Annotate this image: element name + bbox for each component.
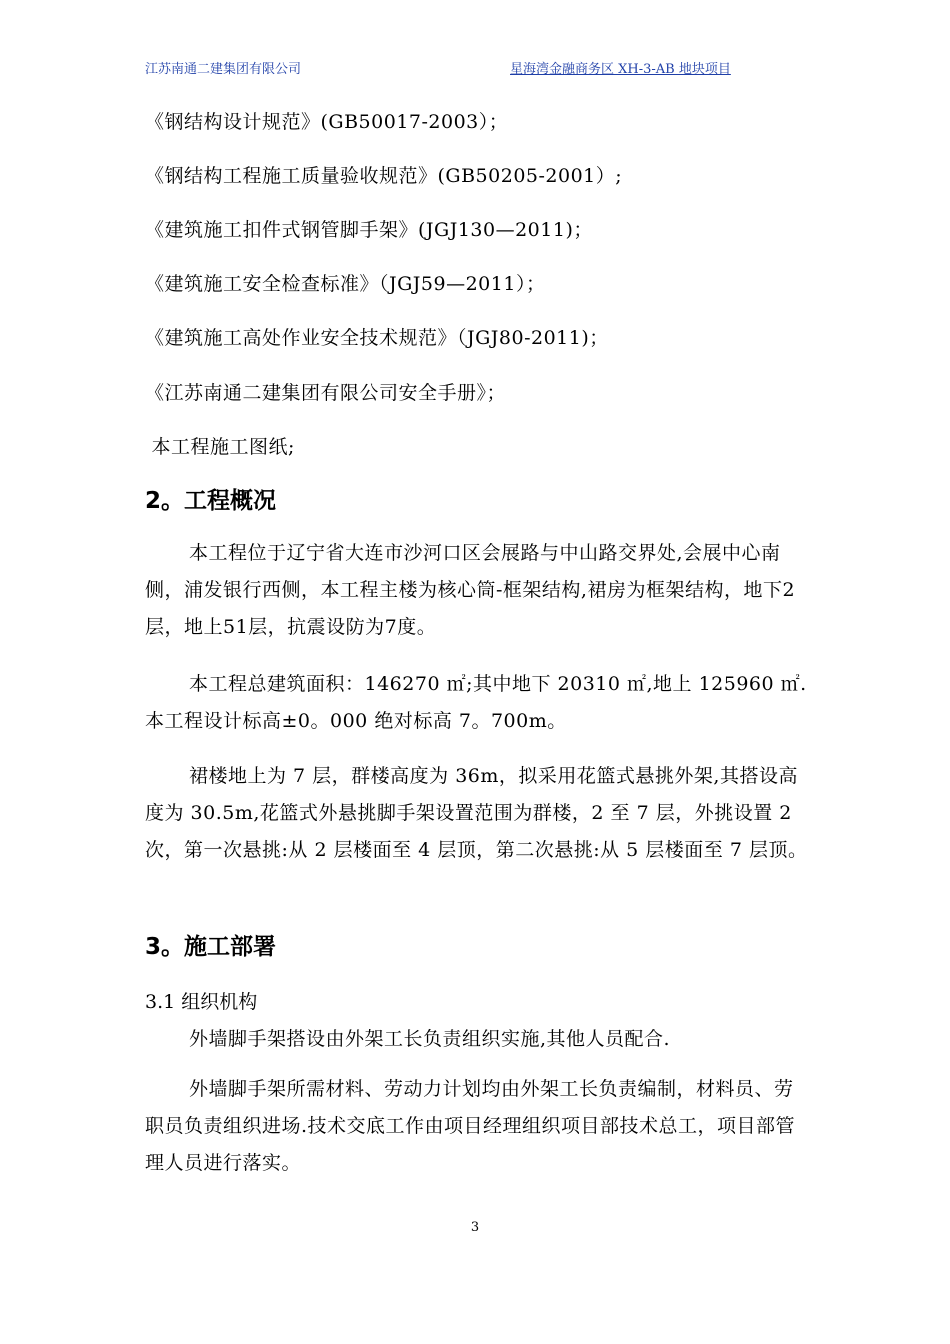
subsection-title: 3.1 组织机构 <box>145 991 258 1013</box>
page-number: 3 <box>470 1220 480 1235</box>
paragraph-text: 外墙脚手架搭设由外架工长负责组织实施,其他人员配合. <box>189 1028 671 1050</box>
section-3-title: 3。施工部署 <box>145 934 277 960</box>
paragraph-text: 本工程位于辽宁省大连市沙河口区会展路与中山路交界处,会展中心南侧，浦发银行西侧，本工程主楼为核心筒-框架结构,裙房为框架结构，地下2层，地上51层，抗震设防为7度。 <box>145 542 796 638</box>
section-2-paragraph-2 <box>145 666 811 740</box>
header-project: 星海湾金融商务区 XH-3-AB 地块项目 <box>510 62 731 77</box>
section-2-paragraph-3 <box>145 758 811 869</box>
section-3-paragraph-2 <box>145 1071 811 1182</box>
reference-item: 《建筑施工扣件式钢管脚手架》(JGJ130—2011)； <box>145 219 593 241</box>
reference-item: 本工程施工图纸; <box>145 436 295 458</box>
paragraph-text: 裙楼地上为 7 层，群楼高度为 36m，拟采用花篮式悬挑外架,其搭设高度为 30.5m,花篮式外悬挑脚手架设置范围为群楼，2 至 7 层，外挑设置 2 次，第一次悬挑:从 2 层楼面至 4 层顶，第二次悬挑:从 5 层楼面至 7 层顶。 <box>145 765 808 861</box>
header-company: 江苏南通二建集团有限公司 <box>145 62 302 77</box>
reference-item: 《建筑施工高处作业安全技术规范》（JGJ80-2011)； <box>145 327 609 349</box>
reference-item: 《钢结构工程施工质量验收规范》(GB50205-2001）; <box>145 165 623 187</box>
paragraph-text: 本工程总建筑面积：146270 ㎡;其中地下 20310 ㎡,地上 125960 ㎡.本工程设计标高±0。000 绝对标高 7。700m。 <box>145 673 807 732</box>
paragraph-text: 外墙脚手架所需材料、劳动力计划均由外架工长负责编制，材料员、劳职员负责组织进场.技术交底工作由项目经理组织项目部技术总工，项目部管理人员进行落实。 <box>145 1078 796 1174</box>
reference-item: 《建筑施工安全检查标准》（JGJ59—2011）； <box>145 273 546 295</box>
section-2-paragraph-1 <box>145 535 811 646</box>
reference-item: 《钢结构设计规范》(GB50017-2003）； <box>145 111 509 133</box>
section-3-paragraph-1 <box>145 1021 811 1058</box>
reference-item: 《江苏南通二建集团有限公司安全手册》； <box>145 382 507 404</box>
section-2-title: 2。工程概况 <box>145 488 277 514</box>
